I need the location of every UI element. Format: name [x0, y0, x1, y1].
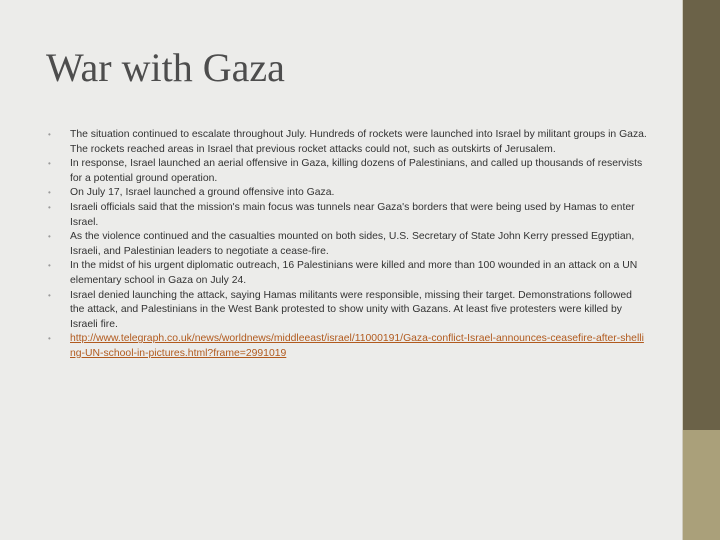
source-link[interactable]: http://www.telegraph.co.uk/news/worldnews/middleeast/israel/11000191/Gaza-conflict-Israel-announces-ceasefire-after-shelling-UN-school-in-pictures.html?frame=2991019 [70, 333, 644, 359]
bullet-icon: • [48, 159, 51, 169]
bullet-item-link [48, 332, 648, 361]
bullet-text: Israel denied launching the attack, saying Hamas militants were responsible, missing their target. Demonstrations followed the attack, and Palestinians in the West Bank protested to show unity with Gazans. At least five protesters were killed by Israeli fire. [70, 289, 632, 330]
bullet-text: On July 17, Israel launched a ground offensive into Gaza. [70, 187, 335, 199]
bullet-text: The situation continued to escalate throughout July. Hundreds of rockets were launched into Israel by militant groups in Gaza. The rockets reached areas in Israel that previous rocket attacks could not, such as outskirts of Jerusalem. [70, 129, 647, 155]
bullet-icon: • [48, 290, 51, 300]
bullet-item [48, 289, 648, 333]
bullet-text: In the midst of his urgent diplomatic outreach, 16 Palestinians were killed and more than 100 wounded in an attack on a UN elementary school in Gaza on July 24. [70, 260, 638, 286]
bullet-item [48, 230, 648, 259]
bullet-icon: • [48, 130, 51, 139]
slide-title: War with Gaza [46, 45, 285, 90]
bullet-icon: • [48, 232, 51, 242]
bullet-item [48, 157, 648, 186]
sidebar-accent-block [683, 430, 720, 540]
bullet-item [48, 128, 648, 157]
bullet-text: As the violence continued and the casualties mounted on both sides, U.S. Secretary of State John Kerry pressed Egyptian, Israeli, and Palestinian leaders to negotiate a cease-fire. [70, 231, 635, 257]
bullet-text: In response, Israel launched an aerial offensive in Gaza, killing dozens of Palestinians, and called up thousands of reservists for a potential ground operation. [70, 158, 643, 184]
bullet-icon: • [48, 188, 51, 198]
bullet-item [48, 201, 648, 230]
bullet-text: Israeli officials said that the mission's main focus was tunnels near Gaza's borders that were being used by Hamas to enter Israel. [70, 201, 635, 228]
bullet-item [48, 259, 648, 288]
bullet-list [48, 128, 648, 362]
bullet-icon: • [48, 202, 51, 212]
sidebar-edge-line [682, 0, 683, 540]
bullet-icon: • [48, 334, 51, 344]
bullet-item [48, 186, 648, 201]
bullet-icon: • [48, 261, 51, 271]
